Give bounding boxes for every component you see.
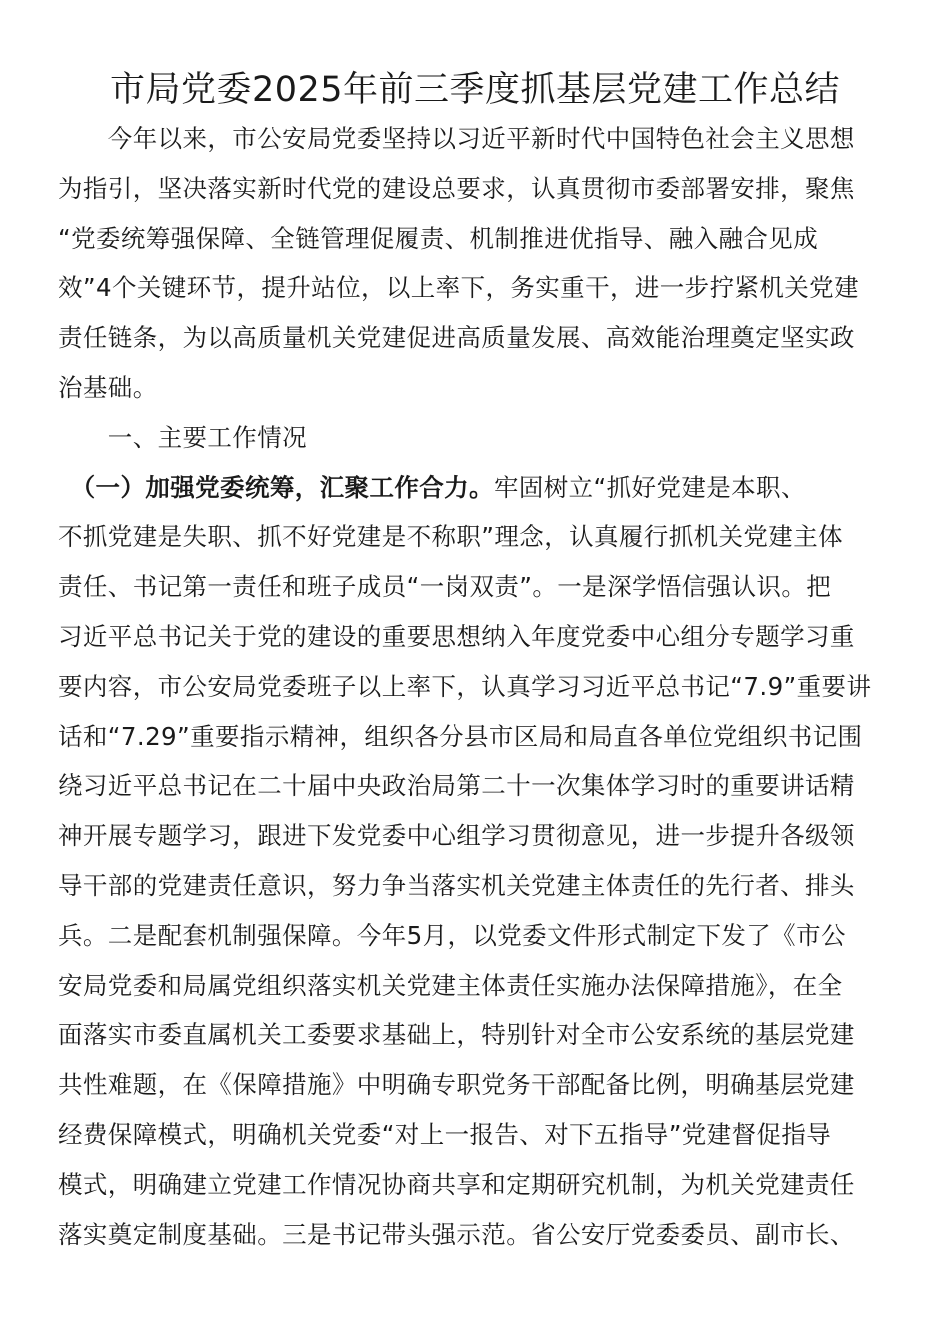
paragraph-line: 面落实市委直属机关工委要求基础上，特别针对全市公安系统的基层党建 <box>58 1020 855 1050</box>
paragraph-line: 责任链条，为以高质量机关党建促进高质量发展、高效能治理奠定坚实政 <box>58 323 855 353</box>
paragraph-line: 今年以来，市公安局党委坚持以习近平新时代中国特色社会主义思想 <box>58 124 855 153</box>
paragraph-line: 话和“7.29”重要指示精神，组织各分县市区局和局直各单位党组织书记围 <box>58 721 863 751</box>
paragraph-line: 要内容，市公安局党委班子以上率下，认真学习习近平总书记“7.9”重要讲 <box>58 671 872 701</box>
paragraph-line: 效”4个关键环节，提升站位，以上率下，务实重干，进一步拧紧机关党建 <box>58 273 859 303</box>
paragraph-line: 经费保障模式，明确机关党委“对上一报告、对下五指导”党建督促指导 <box>58 1119 832 1149</box>
subheading-line <box>58 463 894 513</box>
section-heading: 一、主要工作情况 <box>58 422 307 452</box>
paragraph-line: 安局党委和局属党组织落实机关党建主体责任实施办法保障措施》，在全 <box>58 970 843 1000</box>
paragraph-line: 绕习近平总书记在二十届中央政治局第二十一次集体学习时的重要讲话精 <box>58 771 855 801</box>
paragraph-line: 治基础。 <box>58 372 158 402</box>
paragraph-line: 共性难题，在《保障措施》中明确专职党务干部配备比例，明确基层党建 <box>58 1070 855 1100</box>
paragraph-line: 兵。二是配套机制强保障。今年5月，以党委文件形式制定下发了《市公 <box>58 920 846 950</box>
paragraph-line: 习近平总书记关于党的建设的重要思想纳入年度党委中心组分专题学习重 <box>58 621 855 651</box>
paragraph-line: 模式，明确建立党建工作情况协商共享和定期研究机制，为机关党建责任 <box>58 1169 855 1199</box>
document-title: 市局党委2025年前三季度抓基层党建工作总结 <box>109 70 841 110</box>
document-body <box>58 114 894 1259</box>
paragraph-line: 责任、书记第一责任和班子成员“一岗双责”。一是深学悟信强认识。把 <box>58 572 832 602</box>
paragraph-line: 不抓党建是失职、抓不好党建是不称职”理念，认真履行抓机关党建主体 <box>58 522 843 552</box>
subheading-rest: 牢固树立“抓好党建是本职、 <box>493 472 806 502</box>
paragraph-line: “党委统筹强保障、全链管理促履责、机制推进优指导、融入融合见成 <box>58 223 819 253</box>
paragraph-line: 落实奠定制度基础。三是书记带头强示范。省公安厅党委委员、副市长、 <box>58 1219 855 1249</box>
subheading-bold: （一）加强党委统筹，汇聚工作合力。 <box>58 472 494 502</box>
paragraph-line: 神开展专题学习，跟进下发党委中心组学习贯彻意见，进一步提升各级领 <box>58 821 855 851</box>
paragraph-line: 为指引，坚决落实新时代党的建设总要求，认真贯彻市委部署安排，聚焦 <box>58 173 855 203</box>
paragraph-line: 导干部的党建责任意识，努力争当落实机关党建主体责任的先行者、排头 <box>58 870 855 900</box>
